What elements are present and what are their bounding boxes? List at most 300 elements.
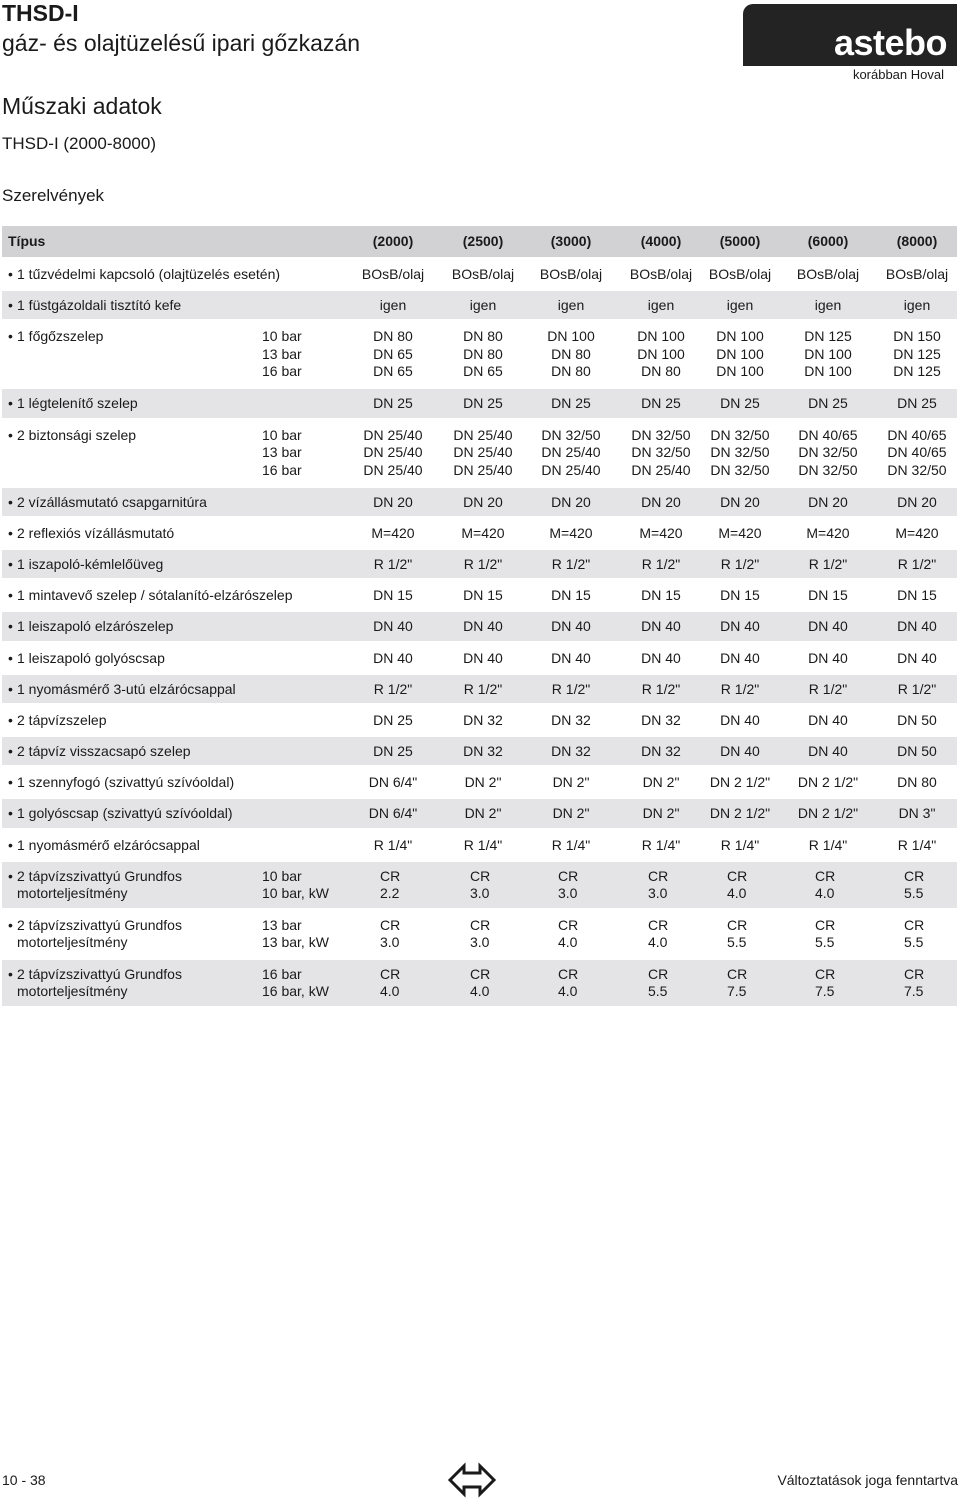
table-cell — [783, 427, 873, 480]
pressure-label: 16 bar — [262, 461, 302, 478]
row-description-line — [8, 618, 173, 636]
cell-value: R 1/2" — [641, 680, 681, 697]
table-cell — [695, 395, 785, 413]
cell-value: R 1/2" — [463, 555, 503, 572]
cell-value: 5.5 — [815, 934, 835, 951]
column-header: (5000) — [719, 233, 761, 249]
row-description-line — [8, 774, 234, 792]
table-cell — [783, 395, 873, 413]
row-description-text: 2 tápvízszivattyú Grundfos — [17, 965, 182, 982]
cell-value: DN 20 — [641, 493, 681, 510]
cell-value: 4.0 — [727, 885, 747, 902]
cell-value: DN 32 — [641, 743, 681, 760]
table-cell — [783, 266, 873, 284]
cell-value: DN 25 — [373, 395, 413, 412]
row-description — [8, 868, 182, 903]
cell-value: DN 100 — [716, 328, 764, 345]
table-cell — [648, 868, 738, 903]
table-cell — [616, 587, 706, 605]
table-cell — [470, 966, 560, 1001]
table-cell — [438, 328, 528, 381]
brand-logo-text: astebo — [833, 22, 947, 63]
cell-value: DN 32/50 — [541, 426, 601, 443]
row-description-text: 1 leiszapoló golyóscsap — [17, 649, 165, 666]
cell-value: CR — [380, 867, 401, 884]
table-cell — [815, 868, 905, 903]
cell-value: DN 2 1/2" — [797, 805, 859, 822]
cell-value: R 1/2" — [720, 555, 760, 572]
table-row — [2, 291, 957, 319]
cell-value: R 1/2" — [463, 680, 503, 697]
table-cell — [695, 837, 785, 855]
table-cell — [348, 837, 438, 855]
cell-value: R 1/2" — [373, 680, 413, 697]
cell-value: DN 32/50 — [710, 444, 770, 461]
table-cell — [783, 681, 873, 699]
cell-value: R 1/2" — [808, 555, 848, 572]
table-cell — [616, 805, 706, 823]
cell-value: 4.0 — [558, 934, 578, 951]
table-cell — [695, 297, 785, 315]
cell-value: 5.5 — [904, 934, 924, 951]
table-cell — [438, 712, 528, 730]
cell-value: DN 25 — [373, 711, 413, 728]
cell-value: DN 40 — [463, 618, 503, 635]
table-cell — [348, 556, 438, 574]
cell-value: DN 40 — [641, 618, 681, 635]
cell-value: DN 100 — [804, 363, 852, 380]
table-cell — [526, 395, 616, 413]
table-row — [2, 581, 957, 609]
cell-value: DN 80 — [641, 363, 681, 380]
table-cell — [872, 427, 960, 480]
cell-value: DN 100 — [716, 363, 764, 380]
cell-value: DN 25 — [808, 395, 848, 412]
cell-value: DN 25 — [551, 395, 591, 412]
cell-value: BOsB/olaj — [708, 266, 772, 282]
cell-value: R 1/2" — [641, 555, 681, 572]
column-header: (4000) — [640, 233, 682, 249]
bullet-icon: • — [8, 328, 13, 345]
table-cell — [438, 650, 528, 668]
cell-value: 4.0 — [470, 983, 490, 1000]
table-cell — [558, 917, 648, 952]
row-description — [8, 494, 207, 512]
row-description — [8, 618, 173, 636]
cell-value: DN 125 — [893, 363, 941, 380]
row-description-line — [8, 712, 107, 730]
section-title: Műszaki adatok — [2, 93, 162, 119]
table-cell — [470, 868, 560, 903]
cell-value: 3.0 — [470, 934, 490, 951]
cell-value: DN 40 — [897, 649, 937, 666]
row-description-line — [8, 556, 163, 574]
cell-value: DN 80 — [551, 345, 591, 362]
table-cell — [616, 618, 706, 636]
row-description-line — [8, 917, 182, 935]
cell-value: DN 40 — [551, 649, 591, 666]
table-cell — [348, 525, 438, 543]
cell-value: DN 32 — [551, 743, 591, 760]
cell-value: DN 3" — [898, 805, 936, 822]
row-description — [8, 917, 182, 952]
bullet-icon: • — [8, 587, 13, 604]
cell-value: DN 15 — [808, 587, 848, 604]
table-cell — [695, 494, 785, 512]
table-cell — [695, 618, 785, 636]
cell-value: 7.5 — [727, 983, 747, 1000]
table-cell — [695, 712, 785, 730]
table-cell — [526, 681, 616, 699]
table-cell — [438, 556, 528, 574]
cell-value: igen — [903, 297, 931, 314]
table-cell — [438, 494, 528, 512]
table-cell — [783, 556, 873, 574]
table-cell — [348, 805, 438, 823]
cell-value: 3.0 — [558, 885, 578, 902]
cell-value: DN 80 — [463, 345, 503, 362]
cell-value: DN 20 — [808, 493, 848, 510]
cell-value: DN 125 — [893, 345, 941, 362]
row-description-line — [8, 328, 103, 346]
bullet-icon: • — [8, 426, 13, 443]
table-cell — [380, 966, 470, 1001]
table-cell — [438, 395, 528, 413]
cell-value: R 1/2" — [897, 680, 937, 697]
cell-value: DN 20 — [897, 493, 937, 510]
cell-value: 5.5 — [648, 983, 668, 1000]
table-cell — [348, 297, 438, 315]
cell-value: R 1/2" — [551, 680, 591, 697]
table-cell — [380, 917, 470, 952]
cell-value: BOsB/olaj — [539, 266, 603, 282]
row-description — [8, 427, 136, 445]
table-cell — [438, 297, 528, 315]
table-cell — [438, 587, 528, 605]
cell-value: DN 40 — [720, 618, 760, 635]
table-row — [2, 960, 957, 1006]
cell-value: DN 32/50 — [798, 461, 858, 478]
table-cell — [526, 837, 616, 855]
row-pressure-labels — [262, 966, 362, 1001]
cell-value: DN 20 — [551, 493, 591, 510]
row-description-text: 1 iszapoló-kémlelőüveg — [17, 555, 164, 572]
cell-value: 3.0 — [648, 885, 668, 902]
row-description-text: 2 tápvízszivattyú Grundfos — [17, 916, 182, 933]
table-row — [2, 768, 957, 796]
bullet-icon: • — [8, 965, 13, 982]
cell-value: CR — [815, 867, 836, 884]
cell-value: 4.0 — [558, 983, 578, 1000]
table-cell — [872, 587, 960, 605]
table-cell — [616, 427, 706, 480]
table-cell — [438, 774, 528, 792]
cell-value: DN 80 — [551, 363, 591, 380]
spec-table — [2, 226, 957, 1006]
table-cell — [783, 837, 873, 855]
row-description-text: 2 tápvízszivattyú Grundfos — [17, 867, 182, 884]
table-cell — [526, 774, 616, 792]
row-description — [8, 587, 292, 605]
cell-value: DN 6/4" — [368, 774, 418, 791]
cell-value: DN 40/65 — [887, 426, 947, 443]
cell-value: DN 25/40 — [453, 426, 513, 443]
cell-value: R 1/2" — [373, 555, 413, 572]
pressure-label: 10 bar — [262, 426, 302, 443]
cell-value: igen — [557, 297, 585, 314]
table-cell — [872, 774, 960, 792]
row-description — [8, 805, 233, 823]
cell-value: DN 40 — [720, 649, 760, 666]
table-cell — [904, 917, 960, 952]
bullet-icon: • — [8, 711, 13, 728]
cell-value: 2.2 — [380, 885, 400, 902]
table-cell — [872, 297, 960, 315]
cell-value: DN 32/50 — [631, 444, 691, 461]
table-cell — [348, 494, 438, 512]
cell-value: DN 15 — [897, 587, 937, 604]
cell-value: DN 40 — [720, 711, 760, 728]
cell-value: DN 65 — [373, 345, 413, 362]
cell-value: CR — [815, 965, 836, 982]
row-description-line — [8, 427, 136, 445]
cell-value: DN 40 — [373, 618, 413, 635]
table-cell — [616, 681, 706, 699]
cell-value: DN 2" — [552, 774, 590, 791]
cell-value: CR — [904, 867, 925, 884]
table-cell — [695, 556, 785, 574]
row-description-line — [8, 525, 174, 543]
cell-value: igen — [726, 297, 754, 314]
row-description — [8, 966, 182, 1001]
table-cell — [695, 427, 785, 480]
row-description-line: motorteljesítmény — [17, 983, 128, 1000]
table-cell — [526, 587, 616, 605]
cell-value: DN 25/40 — [453, 444, 513, 461]
cell-value: DN 100 — [804, 345, 852, 362]
row-description — [8, 266, 280, 284]
table-cell — [783, 328, 873, 381]
table-cell — [872, 525, 960, 543]
cell-value: DN 2 1/2" — [709, 774, 771, 791]
cell-value: DN 40 — [720, 743, 760, 760]
cell-value: R 1/4" — [551, 836, 591, 853]
pressure-label: 16 bar — [262, 363, 302, 380]
table-cell — [872, 618, 960, 636]
pressure-label: 13 bar, kW — [262, 934, 329, 951]
table-cell — [695, 525, 785, 543]
table-row — [2, 911, 957, 957]
rights-note: Változtatások joga fenntartva — [777, 1472, 958, 1488]
cell-value: CR — [815, 916, 836, 933]
cell-value: DN 100 — [716, 345, 764, 362]
table-cell — [616, 837, 706, 855]
cell-value: DN 32/50 — [887, 461, 947, 478]
cell-value: R 1/2" — [551, 555, 591, 572]
row-description — [8, 712, 107, 730]
table-cell — [872, 328, 960, 381]
table-cell — [558, 868, 648, 903]
cell-value: R 1/4" — [373, 836, 413, 853]
cell-value: DN 100 — [547, 328, 595, 345]
cell-value: 4.0 — [815, 885, 835, 902]
table-cell — [526, 650, 616, 668]
pressure-label: 10 bar, kW — [262, 885, 329, 902]
table-cell — [470, 917, 560, 952]
table-row — [2, 831, 957, 859]
table-cell — [783, 712, 873, 730]
cell-value: DN 15 — [373, 587, 413, 604]
cell-value: 7.5 — [815, 983, 835, 1000]
cell-value: DN 40 — [897, 618, 937, 635]
cell-value: DN 32 — [463, 711, 503, 728]
cell-value: DN 25 — [373, 743, 413, 760]
pressure-label: 10 bar — [262, 867, 302, 884]
pressure-label: 16 bar, kW — [262, 983, 329, 1000]
table-cell — [783, 297, 873, 315]
row-description-text: 1 légtelenítő szelep — [17, 395, 138, 412]
row-description-text: 1 főgőzszelep — [17, 328, 104, 345]
cell-value: DN 25 — [897, 395, 937, 412]
table-row — [2, 488, 957, 516]
cell-value: igen — [379, 297, 407, 314]
cell-value: DN 65 — [373, 363, 413, 380]
cell-value: 4.0 — [380, 983, 400, 1000]
cell-value: DN 2" — [552, 805, 590, 822]
table-cell — [695, 266, 785, 284]
column-header: (6000) — [807, 233, 849, 249]
table-cell — [616, 395, 706, 413]
table-cell — [438, 805, 528, 823]
cell-value: igen — [469, 297, 497, 314]
row-description-text: 2 tápvízszelep — [17, 711, 107, 728]
column-header: (2500) — [462, 233, 504, 249]
table-cell — [695, 774, 785, 792]
row-description-text: 1 nyomásmérő elzárócsappal — [17, 836, 200, 853]
table-cell — [727, 917, 817, 952]
table-cell — [348, 587, 438, 605]
table-row — [2, 322, 957, 386]
row-description — [8, 297, 181, 315]
row-description-text: 1 szennyfogó (szivattyú szívóoldal) — [17, 774, 235, 791]
table-cell — [348, 743, 438, 761]
cell-value: DN 80 — [373, 328, 413, 345]
cell-value: igen — [647, 297, 675, 314]
row-description-line — [8, 266, 280, 284]
table-cell — [616, 297, 706, 315]
table-cell — [727, 868, 817, 903]
table-cell — [558, 966, 648, 1001]
row-pressure-labels — [262, 917, 362, 952]
table-header-row — [2, 226, 957, 257]
cell-value: DN 15 — [463, 587, 503, 604]
bullet-icon: • — [8, 618, 13, 635]
table-cell — [872, 266, 960, 284]
cell-value: DN 40 — [808, 711, 848, 728]
table-cell — [616, 743, 706, 761]
row-description — [8, 681, 236, 699]
table-row — [2, 519, 957, 547]
pressure-label: 13 bar — [262, 916, 302, 933]
table-row — [2, 706, 957, 734]
cell-value: CR — [904, 916, 925, 933]
row-description-line — [8, 494, 207, 512]
type-label: Típus — [8, 233, 46, 249]
table-row — [2, 862, 957, 908]
table-cell — [783, 494, 873, 512]
cell-value: DN 32/50 — [631, 426, 691, 443]
cell-value: DN 25/40 — [541, 444, 601, 461]
table-cell — [348, 266, 438, 284]
table-cell — [348, 774, 438, 792]
table-row — [2, 389, 957, 417]
table-cell — [616, 328, 706, 381]
cell-value: CR — [904, 965, 925, 982]
cell-value: 5.5 — [904, 885, 924, 902]
cell-value: DN 40 — [641, 649, 681, 666]
table-cell — [616, 650, 706, 668]
table-cell — [872, 650, 960, 668]
brand-former-name: korábban Hoval — [852, 67, 944, 82]
table-cell — [783, 650, 873, 668]
table-cell — [904, 966, 960, 1001]
table-cell — [783, 587, 873, 605]
table-row — [2, 644, 957, 672]
cell-value: M=420 — [461, 524, 505, 541]
cell-value: DN 25 — [720, 395, 760, 412]
cell-value: DN 15 — [720, 587, 760, 604]
table-cell — [526, 712, 616, 730]
cell-value: 3.0 — [470, 885, 490, 902]
table-row — [2, 260, 957, 288]
bullet-icon: • — [8, 649, 13, 666]
row-description-line — [8, 650, 165, 668]
bullet-icon: • — [8, 524, 13, 541]
bullet-icon: • — [8, 297, 13, 314]
row-description-text: 1 tűzvédelmi kapcsoló (olajtüzelés esetén) — [17, 266, 281, 282]
cell-value: CR — [470, 916, 491, 933]
column-header: (8000) — [896, 233, 938, 249]
cell-value: DN 25/40 — [631, 461, 691, 478]
cell-value: M=420 — [718, 524, 762, 541]
cell-value: R 1/2" — [720, 680, 760, 697]
row-description-line — [8, 587, 292, 605]
cell-value: DN 32 — [551, 711, 591, 728]
cell-value: igen — [814, 297, 842, 314]
cell-value: DN 6/4" — [368, 805, 418, 822]
cell-value: CR — [380, 965, 401, 982]
table-cell — [695, 650, 785, 668]
cell-value: DN 32/50 — [710, 426, 770, 443]
table-cell — [872, 837, 960, 855]
table-cell — [438, 837, 528, 855]
cell-value: DN 100 — [637, 345, 685, 362]
table-cell — [872, 712, 960, 730]
table-cell — [526, 618, 616, 636]
table-cell — [648, 966, 738, 1001]
table-cell — [526, 743, 616, 761]
table-cell — [616, 525, 706, 543]
cell-value: DN 20 — [463, 493, 503, 510]
table-cell — [438, 427, 528, 480]
table-cell — [438, 525, 528, 543]
table-cell — [438, 618, 528, 636]
table-cell — [872, 395, 960, 413]
bullet-icon: • — [8, 395, 13, 412]
row-description-line — [8, 837, 200, 855]
table-cell — [526, 494, 616, 512]
cell-value: CR — [727, 916, 748, 933]
